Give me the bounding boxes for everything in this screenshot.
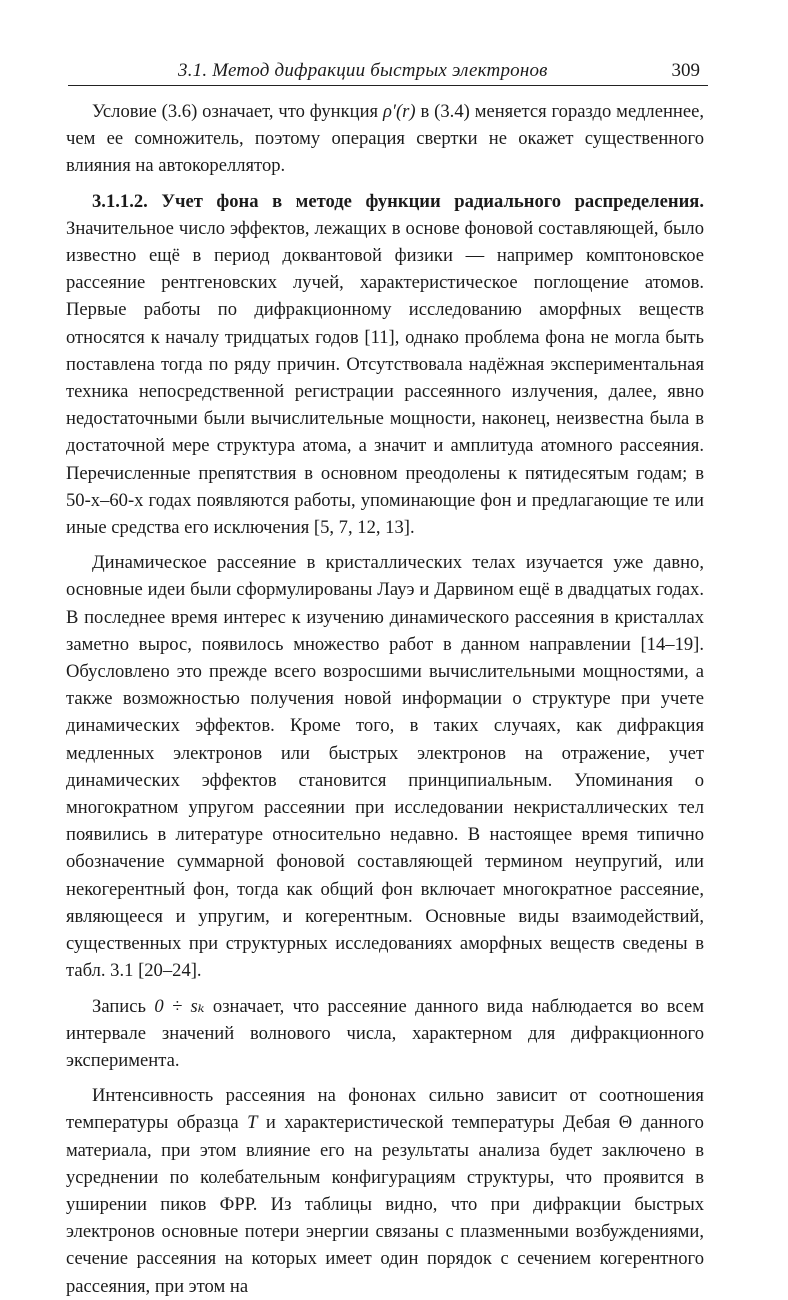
page-number: 309 [671, 60, 700, 81]
paragraph-text: означает, что рассеяние данного вида наблюдается во всем интервале значений волнового числа, характерном для дифракционного эксперимента. [66, 995, 704, 1071]
section-title: Учет фона в методе функции радиального распределения. [161, 190, 704, 212]
paragraph-phonon-scattering [66, 1082, 704, 1300]
paragraph-dynamic-scattering: Динамическое рассеяние в кристаллических телах изучается уже давно, основные идеи были сформулированы Лауэ и Дарвином ещё в двадцатых годах. В последнее время интерес к изучению динамического рассеяния в кристаллах заметно вырос, появилось множество работ в данном направлении [14–19]. Обусловлено это прежде всего возросшими вычислительными мощностями, а также возможностью получения новой информации о структуре при учете динамических эффектов. Кроме того, в таких случаях, как дифракция медленных электронов или быстрых электронов на отражение, учет динамических эффектов становится принципиальным. Упоминания о многократном упругом рассеянии при исследовании некристаллических тел появились в литературе относительно недавно. В настоящее время типично обозначение суммарной фоновой составляющей термином неупругий, или некогерентный фон, тогда как общий фон включает многократное рассеяние, являющееся и упругим, и когерентным. Основные виды взаимодействий, существенных при структурных исследованиях аморфных веществ сведены в табл. 3.1 [20–24]. [66, 552, 704, 982]
paragraph-text: Интенсивность рассеяния на фононах сильно зависит от соотношения температуры образца [66, 1085, 704, 1134]
paragraph-text: и характеристической температуры Дебая Θ данного материала, при этом влияние его на результаты анализа будет заключено в усреднении по колебательным конфигурациям структуры, что проявится в уширении пиков ФРР. Из таблицы видно, что при дифракции быстрых электронов основные потери энергии связаны с плазменными возбуждениями, сечение рассеяния на которых имеет один порядок с сечением когерентного рассеяния, при этом на [66, 1112, 704, 1297]
header-rule [68, 85, 708, 86]
paragraph-text: Условие (3.6) означает, что функция [92, 101, 383, 122]
section-paragraph [66, 188, 704, 542]
section-number: 3.1.1.2. [92, 190, 148, 212]
paragraph-notation [66, 993, 704, 1075]
paragraph-text: Запись [92, 995, 155, 1017]
paragraph-text: в (3.4) меняется гораздо медленнее, чем ее сомножитель, поэтому операция свертки не окажет существенного влияния на автокореллятор. [66, 101, 704, 177]
paragraph-condition [66, 98, 704, 180]
function-symbol: ρ′(r) [383, 101, 416, 122]
section-text: Значительное число эффектов, лежащих в основе фоновой составляющей, было известно ещё в период доквантовой физики — например комптоновское рассеяние рентгеновских лучей, характеристическое поглощение атомов. Первые работы по дифракционному исследованию аморфных веществ относятся к началу тридцатых годов [11], однако проблема фона не могла быть поставлена тогда по ряду причин. Отсутствовала надёжная экспериментальная техника непосредственной регистрации рассеянного излучения, далее, явно недостаточными были вычислительные мощности, наконец, неизвестна была в достаточной мере структура атома, а значит и амплитуда атомного рассеяния. Перечисленные препятствия в основном преодолены к пятидесятым годам; в 50-х–60-х годах появляются работы, упоминающие фон и предлагающие те или иные средства его исключения [5, 7, 12, 13]. [66, 217, 704, 539]
running-title: 3.1. Метод дифракции быстрых электронов [178, 60, 548, 81]
range-expression: 0 ÷ sₖ [154, 995, 205, 1017]
body-text [66, 98, 704, 1300]
page-header [68, 58, 708, 88]
temperature-symbol: T [247, 1112, 258, 1134]
